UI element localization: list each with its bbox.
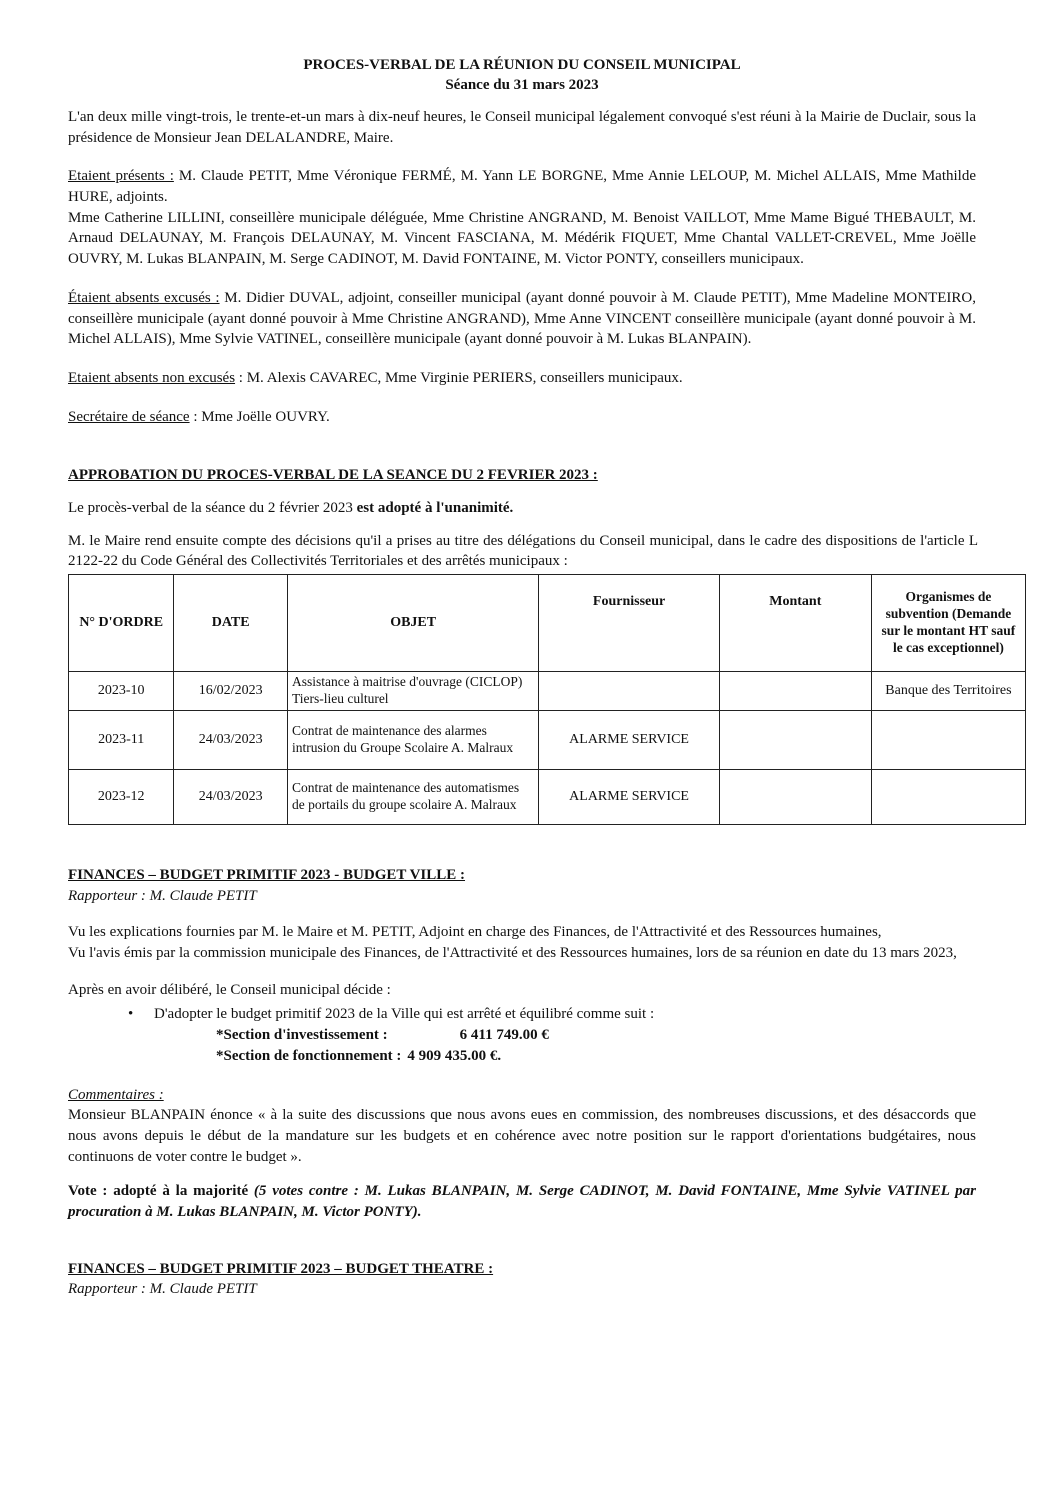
absents-non-excuses-paragraph	[68, 368, 976, 389]
cell-date: 24/03/2023	[174, 711, 288, 770]
budget-ville-apres: Après en avoir délibéré, le Conseil municipal décide :	[68, 981, 391, 998]
comments-text: Monsieur BLANPAIN énonce « à la suite des discussions que nous avons eues en commission, des nombreuses discussions, et des désaccords que nous avons depuis le début de la mandature sur les budgets et en cohérence avec notre position sur le rapport d'orientations budgétaires, nous continuons de voter contre le budget ».	[68, 1107, 976, 1165]
cell-organisme	[871, 770, 1025, 825]
cell-date: 16/02/2023	[174, 672, 288, 711]
cell-objet: Contrat de maintenance des alarmes intrusion du Groupe Scolaire A. Malraux	[287, 711, 538, 770]
header-objet: OBJET	[287, 575, 538, 672]
cell-num: 2023-10	[69, 672, 174, 711]
cell-fournisseur: ALARME SERVICE	[539, 711, 719, 770]
decision-list	[128, 1004, 976, 1025]
absents-excuses-label: Étaient absents excusés :	[68, 289, 220, 306]
table-row	[69, 770, 1026, 825]
cell-fournisseur	[539, 672, 719, 711]
header-organismes: Organismes de subvention (Demande sur le montant HT sauf le cas exceptionnel)	[871, 575, 1025, 672]
cell-montant	[719, 672, 871, 711]
secretaire-paragraph	[68, 407, 976, 428]
invest-line: *Section d'investissement : 6 411 749.00 €	[216, 1025, 976, 1046]
absents-non-excuses-text: : M. Alexis CAVAREC, Mme Virginie PERIERS, conseillers municipaux.	[235, 369, 683, 386]
budget-ville-vu2: Vu l'avis émis par la commission municipale des Finances, de l'Attractivité et des Ressources humaines, lors de sa réunion en date du 13 mars 2023,	[68, 945, 957, 962]
vote-text: Vote : adopté à la majorité (5 votes contre : M. Lukas BLANPAIN, M. Serge CADINOT, M. David FONTAINE, Mme Sylvie VATINEL par procuration à M. Lukas BLANPAIN, M. Victor PONTY).	[68, 1183, 977, 1220]
approbation-text: Le procès-verbal de la séance du 2 février 2023 est adopté à l'unanimité.	[68, 499, 514, 516]
cell-organisme: Banque des Territoires	[871, 672, 1025, 711]
budget-ville-title: FINANCES – BUDGET PRIMITIF 2023 - BUDGET VILLE :	[68, 867, 466, 883]
absents-excuses-text: M. Didier DUVAL, adjoint, conseiller municipal (ayant donné pouvoir à M. Claude PETIT), Mme Madeline MONTEIRO, conseillère municipale (ayant donné pouvoir à Mme Christine ANGRAND), Mme Anne VINCENT conseillère municipale (ayant donné pouvoir à M. Michel ALLAIS), Mme Sylvie VATINEL, conseillère municipale (ayant donné pouvoir à M. Lukas BLANPAIN).	[68, 289, 976, 348]
table-row	[69, 672, 1026, 711]
fonct-line: *Section de fonctionnement : 4 909 435.00 €.	[216, 1046, 976, 1067]
approbation-title: APPROBATION DU PROCES-VERBAL DE LA SEANCE DU 2 FEVRIER 2023 :	[68, 467, 598, 484]
presents-paragraph	[68, 166, 976, 207]
document-subtitle: Séance du 31 mars 2023	[445, 76, 599, 93]
cell-num: 2023-11	[69, 711, 174, 770]
secretaire-label: Secrétaire de séance	[68, 408, 190, 425]
header-date: DATE	[174, 575, 288, 672]
invest-value: 6 411 749.00 €	[459, 1027, 549, 1044]
cell-montant	[719, 770, 871, 825]
decision-item: • D'adopter le budget primitif 2023 de la Ville qui est arrêté et équilibré comme suit :	[128, 1004, 976, 1025]
fonct-value: 4 909 435.00 €.	[407, 1047, 502, 1064]
cell-objet: Contrat de maintenance des automatismes de portails du groupe scolaire A. Malraux	[287, 770, 538, 825]
table-header-row	[69, 575, 1026, 672]
cell-objet: Assistance à maitrise d'ouvrage (CICLOP) Tiers-lieu culturel	[287, 672, 538, 711]
absents-excuses-paragraph	[68, 288, 976, 350]
comments-label: Commentaires :	[68, 1086, 164, 1103]
document-page	[68, 56, 1016, 1300]
presents-conseillers: Mme Catherine LILLINI, conseillère municipale déléguée, Mme Christine ANGRAND, M. Benoist VAILLOT, Mme Mame Bigué THEBAULT, M. Arnaud DELAUNAY, M. François DELAUNAY, M. Vincent FASCIANA, M. Médérik FIQUET, Mme Chantal VALLET-CREVEL, Mme Joëlle OUVRY, M. Lukas BLANPAIN, M. Serge CADINOT, M. David FONTAINE, M. Victor PONTY, conseillers municipaux.	[68, 209, 976, 268]
cell-montant	[719, 711, 871, 770]
document-title: PROCES-VERBAL DE LA RÉUNION DU CONSEIL MUNICIPAL	[303, 57, 741, 73]
cell-fournisseur: ALARME SERVICE	[539, 770, 719, 825]
delegations-text: M. le Maire rend ensuite compte des décisions qu'il a prises au titre des délégations du Conseil municipal, dans le cadre des dispositions de l'article L 2122-22 du Code Général des Collectivités Territoriales et des arrêtés municipaux :	[68, 532, 978, 570]
bullet-icon: •	[128, 1006, 134, 1023]
header-num: N° D'ORDRE	[69, 575, 174, 672]
absents-non-excuses-label: Etaient absents non excusés	[68, 369, 236, 386]
decisions-table	[68, 574, 1026, 825]
presents-label: Etaient présents :	[68, 168, 174, 185]
secretaire-text: : Mme Joëlle OUVRY.	[189, 408, 330, 425]
cell-organisme	[871, 711, 1025, 770]
intro-paragraph: L'an deux mille vingt-trois, le trente-et-un mars à dix-neuf heures, le Conseil municipal légalement convoqué s'est réuni à la Mairie de Duclair, sous la présidence de Monsieur Jean DELALANDRE, Maire.	[68, 109, 976, 146]
budget-ville-rapporteur: Rapporteur : M. Claude PETIT	[68, 887, 257, 904]
budget-theatre-title: FINANCES – BUDGET PRIMITIF 2023 – BUDGET THEATRE :	[68, 1260, 494, 1277]
budget-theatre-rapporteur: Rapporteur : M. Claude PETIT	[68, 1281, 257, 1298]
table-row	[69, 711, 1026, 770]
presents-text: M. Claude PETIT, Mme Véronique FERMÉ, M. Yann LE BORGNE, Mme Annie LELOUP, M. Michel ALLAIS, Mme Mathilde HURE, adjoints.	[68, 168, 976, 206]
cell-num: 2023-12	[69, 770, 174, 825]
header-montant: Montant	[719, 575, 871, 672]
header-fournisseur: Fournisseur	[539, 575, 719, 672]
budget-ville-vu1: Vu les explications fournies par M. le Maire et M. PETIT, Adjoint en charge des Finances, de l'Attractivité et des Ressources humaines,	[68, 924, 882, 941]
cell-date: 24/03/2023	[174, 770, 288, 825]
